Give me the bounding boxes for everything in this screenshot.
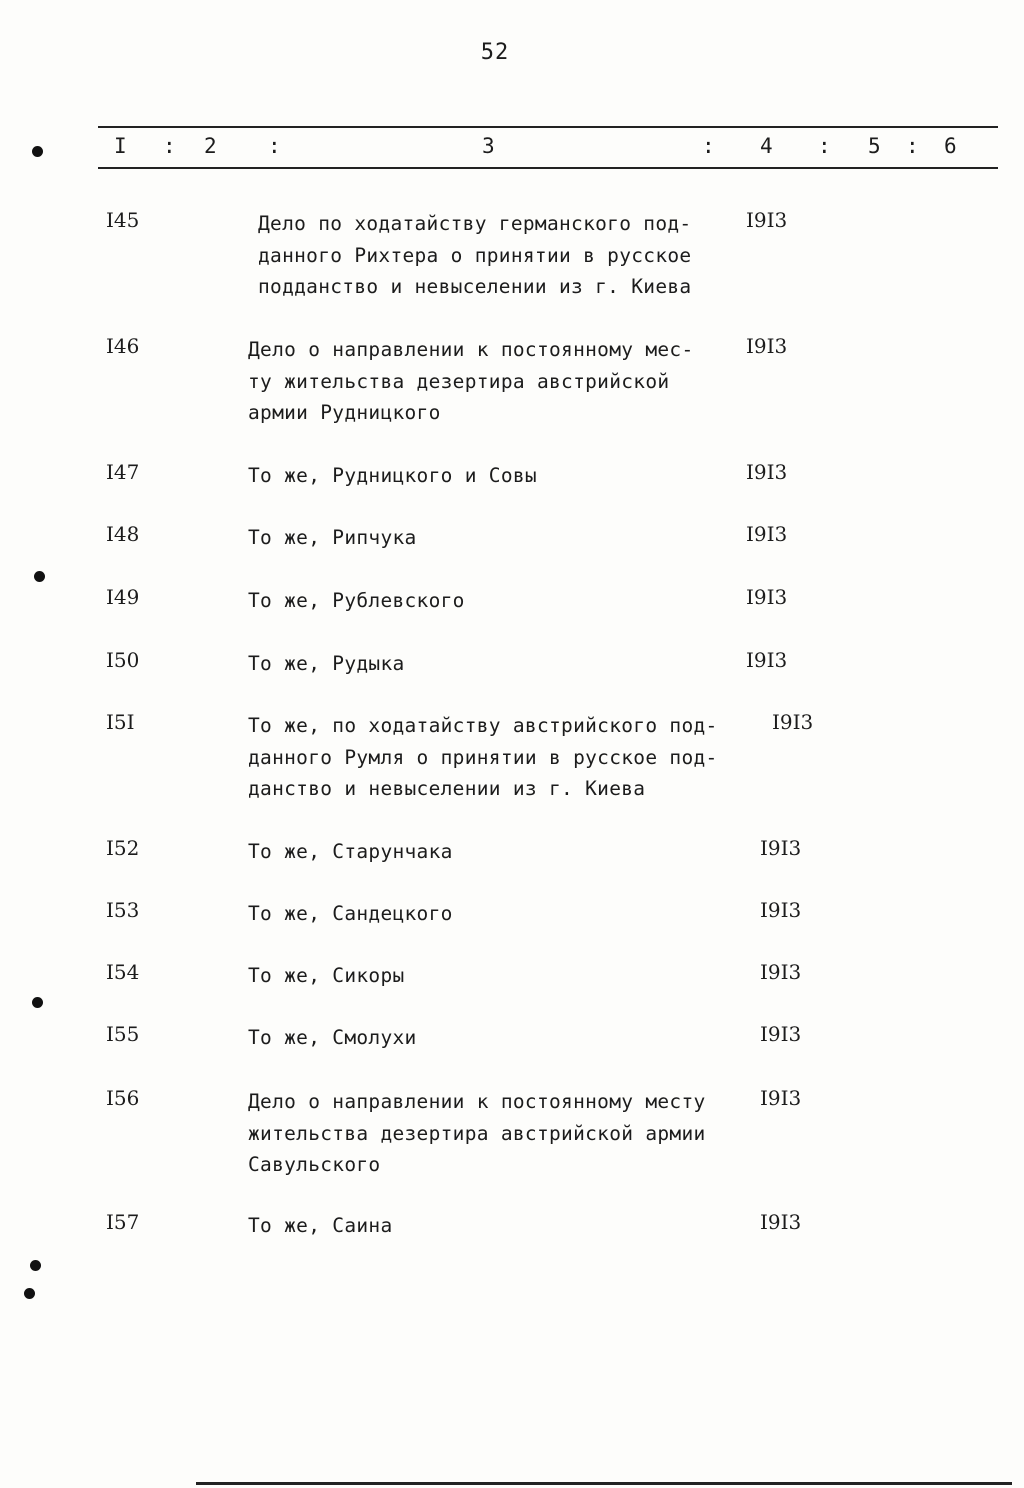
column-separator: : [702,134,715,158]
entry-number: I56 [106,1086,140,1110]
entry-number: I54 [106,960,140,984]
entry-year: I9I3 [772,710,814,734]
entry-description-text: То же, по ходатайству австрийского под- данного Румля о принятии в русское под- данство и невыселении из г. Киева [248,714,718,800]
entry-year: I9I3 [746,334,788,358]
column-separator: : [818,134,831,158]
entry-number: I50 [106,648,140,672]
entry-description-text: Дело о направлении к постоянному мес- ту жительства дезертира австрийской армии Рудницкого [248,338,694,424]
column-header-3: 3 [482,134,495,158]
entry-number: I47 [106,460,140,484]
entry-number: I45 [106,208,140,232]
binding-hole-mark [30,1260,41,1271]
column-header-1: I [114,134,127,158]
column-header-4: 4 [760,134,773,158]
entry-number: I49 [106,585,140,609]
entry-description: То же, Сандецкого [248,902,453,925]
entry-year: I9I3 [760,1210,802,1234]
column-header-2: 2 [204,134,217,158]
header-bottom-rule [98,167,998,169]
binding-hole-mark [34,571,45,582]
entry-description: То же, Рублевского [248,589,465,612]
binding-hole-mark [24,1288,35,1299]
page-number: 52 [480,40,510,65]
header-top-rule [98,126,998,128]
entry-number: I55 [106,1022,140,1046]
entry-number: I52 [106,836,140,860]
column-separator: : [163,134,176,158]
column-separator: : [268,134,281,158]
entry-year: I9I3 [760,836,802,860]
entry-year: I9I3 [760,960,802,984]
binding-hole-mark [32,997,43,1008]
column-separator: : [906,134,919,158]
entry-year: I9I3 [746,585,788,609]
entry-number: I57 [106,1210,140,1234]
entry-year: I9I3 [746,460,788,484]
entry-year: I9I3 [746,208,788,232]
column-header-6: 6 [944,134,957,158]
entry-description: То же, Рудыка [248,652,405,675]
entry-description [248,334,738,429]
entry-description-text: Дело по ходатайству германского под- данного Рихтера о принятии в русское подданство и невыселении из г. Киева [258,212,692,298]
entry-number: I5I [106,710,135,734]
page-bottom-rule [196,1482,1012,1485]
binding-hole-mark [32,146,43,157]
entry-description: То же, Рудницкого и Совы [248,464,537,487]
entry-year: I9I3 [746,648,788,672]
entry-year: I9I3 [746,522,788,546]
entry-description: То же, Сикоры [248,964,405,987]
entry-description: То же, Смолухи [248,1026,417,1049]
entry-year: I9I3 [760,1022,802,1046]
entry-description: То же, Рипчука [248,526,417,549]
entry-number: I46 [106,334,140,358]
entry-description [248,1086,738,1181]
entry-description [248,710,738,805]
entry-year: I9I3 [760,898,802,922]
entry-description: То же, Старунчака [248,840,453,863]
entry-description-text: Дело о направлении к постоянному месту жительства дезертира австрийской армии Савульского [248,1090,706,1176]
entry-number: I53 [106,898,140,922]
entry-year: I9I3 [760,1086,802,1110]
entry-description: То же, Саина [248,1214,393,1237]
entry-number: I48 [106,522,140,546]
entry-description [258,208,738,303]
column-header-5: 5 [868,134,881,158]
